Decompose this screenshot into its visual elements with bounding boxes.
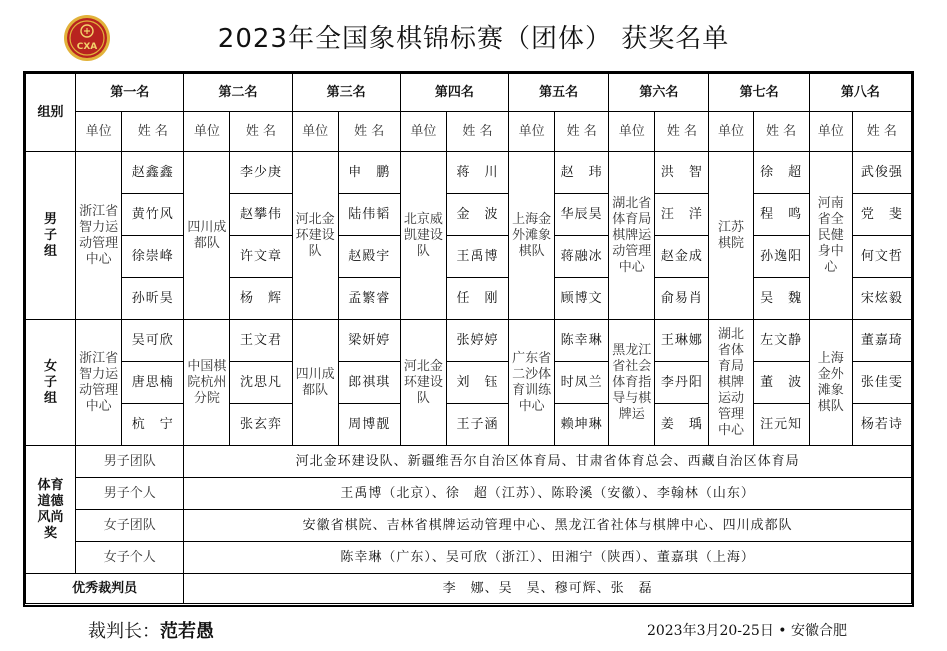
men-player: 何文哲 [852, 236, 911, 278]
place-header: 第六名 [609, 74, 709, 112]
men-player: 汪 洋 [655, 194, 709, 236]
women-player: 姜 瑀 [655, 404, 709, 446]
men-player: 孟繁睿 [338, 278, 400, 320]
women-unit-2: 中国棋院杭州分院 [184, 320, 230, 446]
sportsmanship-row [26, 542, 912, 574]
women-player: 陈幸琳 [555, 320, 609, 362]
men-player: 顾博文 [555, 278, 609, 320]
women-group-label: 女子组 [26, 320, 76, 446]
logo-text: CXA [76, 42, 98, 52]
sportsmanship-row [26, 478, 912, 510]
women-player: 王琳娜 [655, 320, 709, 362]
men-unit-1: 浙江省智力运动管理中心 [76, 152, 122, 320]
women-player: 杨若诗 [852, 404, 911, 446]
men-row [26, 152, 912, 194]
women-unit-6: 黑龙江省社会体育指导与棋牌运 [609, 320, 655, 446]
men-unit-8: 河南省全民健身中心 [809, 152, 852, 320]
award-recipients: 河北金环建设队、新疆维吾尔自治区体育局、甘肃省体育总会、西藏自治区体育局 [184, 446, 912, 478]
men-player: 黄竹风 [122, 194, 184, 236]
men-unit-2: 四川成都队 [184, 152, 230, 320]
men-player: 徐 超 [753, 152, 809, 194]
men-player: 杨 辉 [230, 278, 292, 320]
men-unit-6: 湖北省体育局棋牌运动管理中心 [609, 152, 655, 320]
men-player: 赵金成 [655, 236, 709, 278]
men-player: 宋炫毅 [852, 278, 911, 320]
page-title: 2023年全国象棋锦标赛（团体） 获奖名单 [217, 24, 730, 54]
men-group-label: 男子组 [26, 152, 76, 320]
unit-header: 单位 [400, 112, 446, 152]
referees-list: 李 娜、吴 昊、穆可辉、张 磊 [184, 574, 912, 604]
chief-referee-label: 裁判长： [88, 621, 160, 642]
women-player: 吴可欣 [122, 320, 184, 362]
men-player: 王禹博 [446, 236, 508, 278]
header-row-places [26, 74, 912, 112]
unit-header: 单位 [709, 112, 753, 152]
men-player: 蒋融冰 [555, 236, 609, 278]
women-player: 郎祺琪 [338, 362, 400, 404]
men-player: 许文章 [230, 236, 292, 278]
women-unit-7: 湖北省体育局棋牌运动管理中心 [709, 320, 753, 446]
women-player: 沈思凡 [230, 362, 292, 404]
women-player: 汪元知 [753, 404, 809, 446]
men-player: 俞易肖 [655, 278, 709, 320]
referees-row [26, 574, 912, 604]
header-row-sub [26, 112, 912, 152]
unit-header: 单位 [809, 112, 852, 152]
men-player: 孙昕昊 [122, 278, 184, 320]
women-player: 张婷婷 [446, 320, 508, 362]
men-player: 赵殿宇 [338, 236, 400, 278]
award-category: 女子团队 [76, 510, 184, 542]
name-header: 姓 名 [655, 112, 709, 152]
sportsmanship-label: 体育道德风尚奖 [26, 446, 76, 574]
women-player: 唐思楠 [122, 362, 184, 404]
men-unit-3: 河北金环建设队 [292, 152, 338, 320]
women-unit-1: 浙江省智力运动管理中心 [76, 320, 122, 446]
women-player: 赖坤琳 [555, 404, 609, 446]
results-table [25, 73, 912, 604]
name-header: 姓 名 [122, 112, 184, 152]
women-player: 杭 宁 [122, 404, 184, 446]
women-player: 周博靓 [338, 404, 400, 446]
men-player: 赵鑫鑫 [122, 152, 184, 194]
referees-label: 优秀裁判员 [26, 574, 184, 604]
date-place: 2023年3月20-25日 • 安徽合肥 [646, 623, 847, 639]
men-player: 赵 玮 [555, 152, 609, 194]
women-unit-4: 河北金环建设队 [400, 320, 446, 446]
men-unit-7: 江苏棋院 [709, 152, 753, 320]
women-player: 刘 钰 [446, 362, 508, 404]
women-player: 梁妍婷 [338, 320, 400, 362]
women-row [26, 362, 912, 404]
award-recipients: 安徽省棋院、吉林省棋牌运动管理中心、黑龙江省社体与棋牌中心、四川成都队 [184, 510, 912, 542]
men-player: 蒋 川 [446, 152, 508, 194]
place-header: 第五名 [509, 74, 609, 112]
women-player: 左文静 [753, 320, 809, 362]
men-player: 李少庚 [230, 152, 292, 194]
place-header: 第七名 [709, 74, 809, 112]
chief-referee [88, 617, 214, 643]
results-sheet [23, 71, 914, 607]
women-player: 李丹阳 [655, 362, 709, 404]
women-row [26, 320, 912, 362]
unit-header: 单位 [292, 112, 338, 152]
women-player: 张佳雯 [852, 362, 911, 404]
women-player: 董嘉琦 [852, 320, 911, 362]
men-player: 吴 魏 [753, 278, 809, 320]
women-player: 董 波 [753, 362, 809, 404]
men-player: 金 波 [446, 194, 508, 236]
award-recipients: 王禹博（北京）、徐 超（江苏）、陈聆溪（安徽）、李翰林（山东） [184, 478, 912, 510]
women-player: 王子涵 [446, 404, 508, 446]
group-header: 组别 [26, 74, 76, 152]
women-player: 王文君 [230, 320, 292, 362]
men-player: 党 斐 [852, 194, 911, 236]
men-player: 武俊强 [852, 152, 911, 194]
sportsmanship-row [26, 510, 912, 542]
men-player: 申 鹏 [338, 152, 400, 194]
place-header: 第一名 [76, 74, 184, 112]
place-header: 第四名 [400, 74, 508, 112]
men-row [26, 236, 912, 278]
men-player: 任 刚 [446, 278, 508, 320]
name-header: 姓 名 [753, 112, 809, 152]
name-header: 姓 名 [338, 112, 400, 152]
women-player: 张玄弈 [230, 404, 292, 446]
men-player: 徐崇峰 [122, 236, 184, 278]
award-category: 男子个人 [76, 478, 184, 510]
men-player: 赵攀伟 [230, 194, 292, 236]
name-header: 姓 名 [852, 112, 911, 152]
sportsmanship-row [26, 446, 912, 478]
place-header: 第二名 [184, 74, 292, 112]
men-player: 陆伟韬 [338, 194, 400, 236]
men-player: 洪 智 [655, 152, 709, 194]
name-header: 姓 名 [555, 112, 609, 152]
award-recipients: 陈幸琳（广东）、吴可欣（浙江）、田湘宁（陕西）、董嘉琪（上海） [184, 542, 912, 574]
award-category: 女子个人 [76, 542, 184, 574]
place-header: 第八名 [809, 74, 911, 112]
place-header: 第三名 [292, 74, 400, 112]
men-unit-5: 上海金外滩象棋队 [509, 152, 555, 320]
name-header: 姓 名 [230, 112, 292, 152]
men-player: 孙逸阳 [753, 236, 809, 278]
women-player: 时凤兰 [555, 362, 609, 404]
men-row [26, 278, 912, 320]
award-category: 男子团队 [76, 446, 184, 478]
men-unit-4: 北京威凯建设队 [400, 152, 446, 320]
men-player: 程 鸣 [753, 194, 809, 236]
men-row [26, 194, 912, 236]
women-unit-8: 上海金外滩象棋队 [809, 320, 852, 446]
unit-header: 单位 [184, 112, 230, 152]
chief-referee-name: 范若愚 [160, 621, 214, 642]
unit-header: 单位 [76, 112, 122, 152]
women-unit-3: 四川成都队 [292, 320, 338, 446]
women-row [26, 404, 912, 446]
unit-header: 单位 [509, 112, 555, 152]
men-player: 华辰昊 [555, 194, 609, 236]
women-unit-5: 广东省二沙体育训练中心 [509, 320, 555, 446]
unit-header: 单位 [609, 112, 655, 152]
name-header: 姓 名 [446, 112, 508, 152]
